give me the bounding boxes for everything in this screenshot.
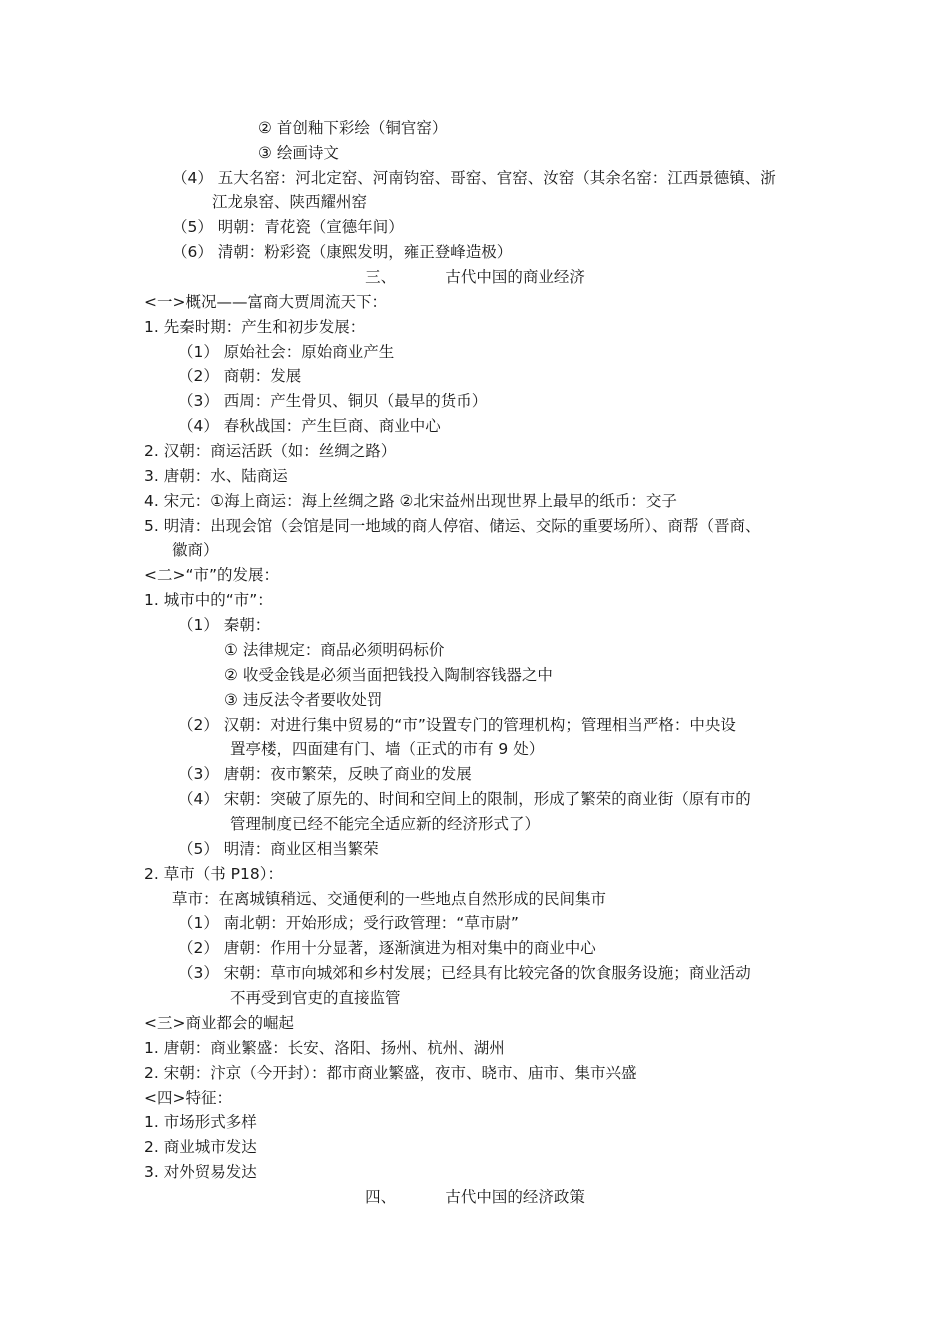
text-line: 5. 明清：出现会馆（会馆是同一地域的商人停宿、储运、交际的重要场所）、商帮（晋商、 [144,517,761,535]
text-line: 草市：在离城镇稍远、交通便利的一些地点自然形成的民间集市 [172,890,607,908]
text-line: （3） 宋朝：草市向城郊和乡村发展；已经具有比较完备的饮食服务设施；商业活动 [178,964,751,982]
text-line: （3） 唐朝：夜市繁荣，反映了商业的发展 [178,765,472,783]
text-line: 徽商） [172,541,219,559]
subsection-heading: <一>概况——富商大贾周流天下： [144,293,387,311]
text-line: 管理制度已经不能完全适应新的经济形式了） [230,815,541,833]
text-line: （2） 汉朝：对进行集中贸易的“市”设置专门的管理机构；管理相当严格：中央设 [178,716,736,734]
text-line: （5） 明朝：青花瓷（宣德年间） [172,218,404,236]
text-line: （1） 秦朝： [178,616,271,634]
subsection-heading: <二>“市”的发展： [144,566,280,584]
text-line: 3. 对外贸易发达 [144,1163,257,1181]
text-line: 2. 宋朝：汴京（今开封）：都市商业繁盛，夜市、晓市、庙市、集市兴盛 [144,1064,637,1082]
text-line: （4） 五大名窑：河北定窑、河南钧窑、哥窑、官窑、汝窑（其余名窑：江西景德镇、浙 [172,169,776,187]
text-line: （5） 明清：商业区相当繁荣 [178,840,379,858]
text-line: 2. 汉朝：商运活跃（如：丝绸之路） [144,442,397,460]
text-line: （1） 原始社会：原始商业产生 [178,343,395,361]
text-line: （3） 西周：产生骨贝、铜贝（最早的货币） [178,392,488,410]
text-line: 1. 唐朝：商业繁盛：长安、洛阳、扬州、杭州、湖州 [144,1039,505,1057]
text-line: 2. 商业城市发达 [144,1138,257,1156]
text-line: 4. 宋元：①海上商运：海上丝绸之路 ②北宋益州出现世界上最早的纸币：交子 [144,492,677,510]
text-line: ② 首创釉下彩绘（铜官窑） [258,119,448,137]
subsection-heading: <三>商业都会的崛起 [144,1014,294,1032]
text-line: 1. 市场形式多样 [144,1113,257,1131]
text-line: （2） 商朝：发展 [178,367,302,385]
text-line: 3. 唐朝：水、陆商运 [144,467,288,485]
text-line: 置亭楼，四面建有门、墙（正式的市有 9 处） [230,740,545,758]
text-line: ① 法律规定：商品必须明码标价 [224,641,445,659]
text-line: 1. 先秦时期：产生和初步发展： [144,318,366,336]
text-line: （4） 春秋战国：产生巨商、商业中心 [178,417,441,435]
text-line: （6） 清朝：粉彩瓷（康熙发明，雍正登峰造极） [172,243,513,261]
text-line: 2. 草市（书 P18）： [144,865,283,883]
text-line: ③ 绘画诗文 [258,144,339,162]
text-line: ② 收受金钱是必须当面把钱投入陶制容钱器之中 [224,666,553,684]
text-line: （4） 宋朝：突破了原先的、时间和空间上的限制，形成了繁荣的商业街（原有市的 [178,790,751,808]
text-line: ③ 违反法令者要收处罚 [224,691,383,709]
text-line: （2） 唐朝：作用十分显著，逐渐演进为相对集中的商业中心 [178,939,596,957]
text-line: 不再受到官吏的直接监管 [230,989,401,1007]
text-line: 江龙泉窑、陕西耀州窑 [212,193,368,211]
subsection-heading: <四>特征： [144,1089,232,1107]
text-line: （1） 南北朝：开始形成；受行政管理：“草市尉” [178,914,519,932]
section-heading: 四、 古代中国的经济政策 [365,1188,585,1206]
section-heading: 三、 古代中国的商业经济 [365,268,585,286]
text-line: 1. 城市中的“市”： [144,591,273,609]
